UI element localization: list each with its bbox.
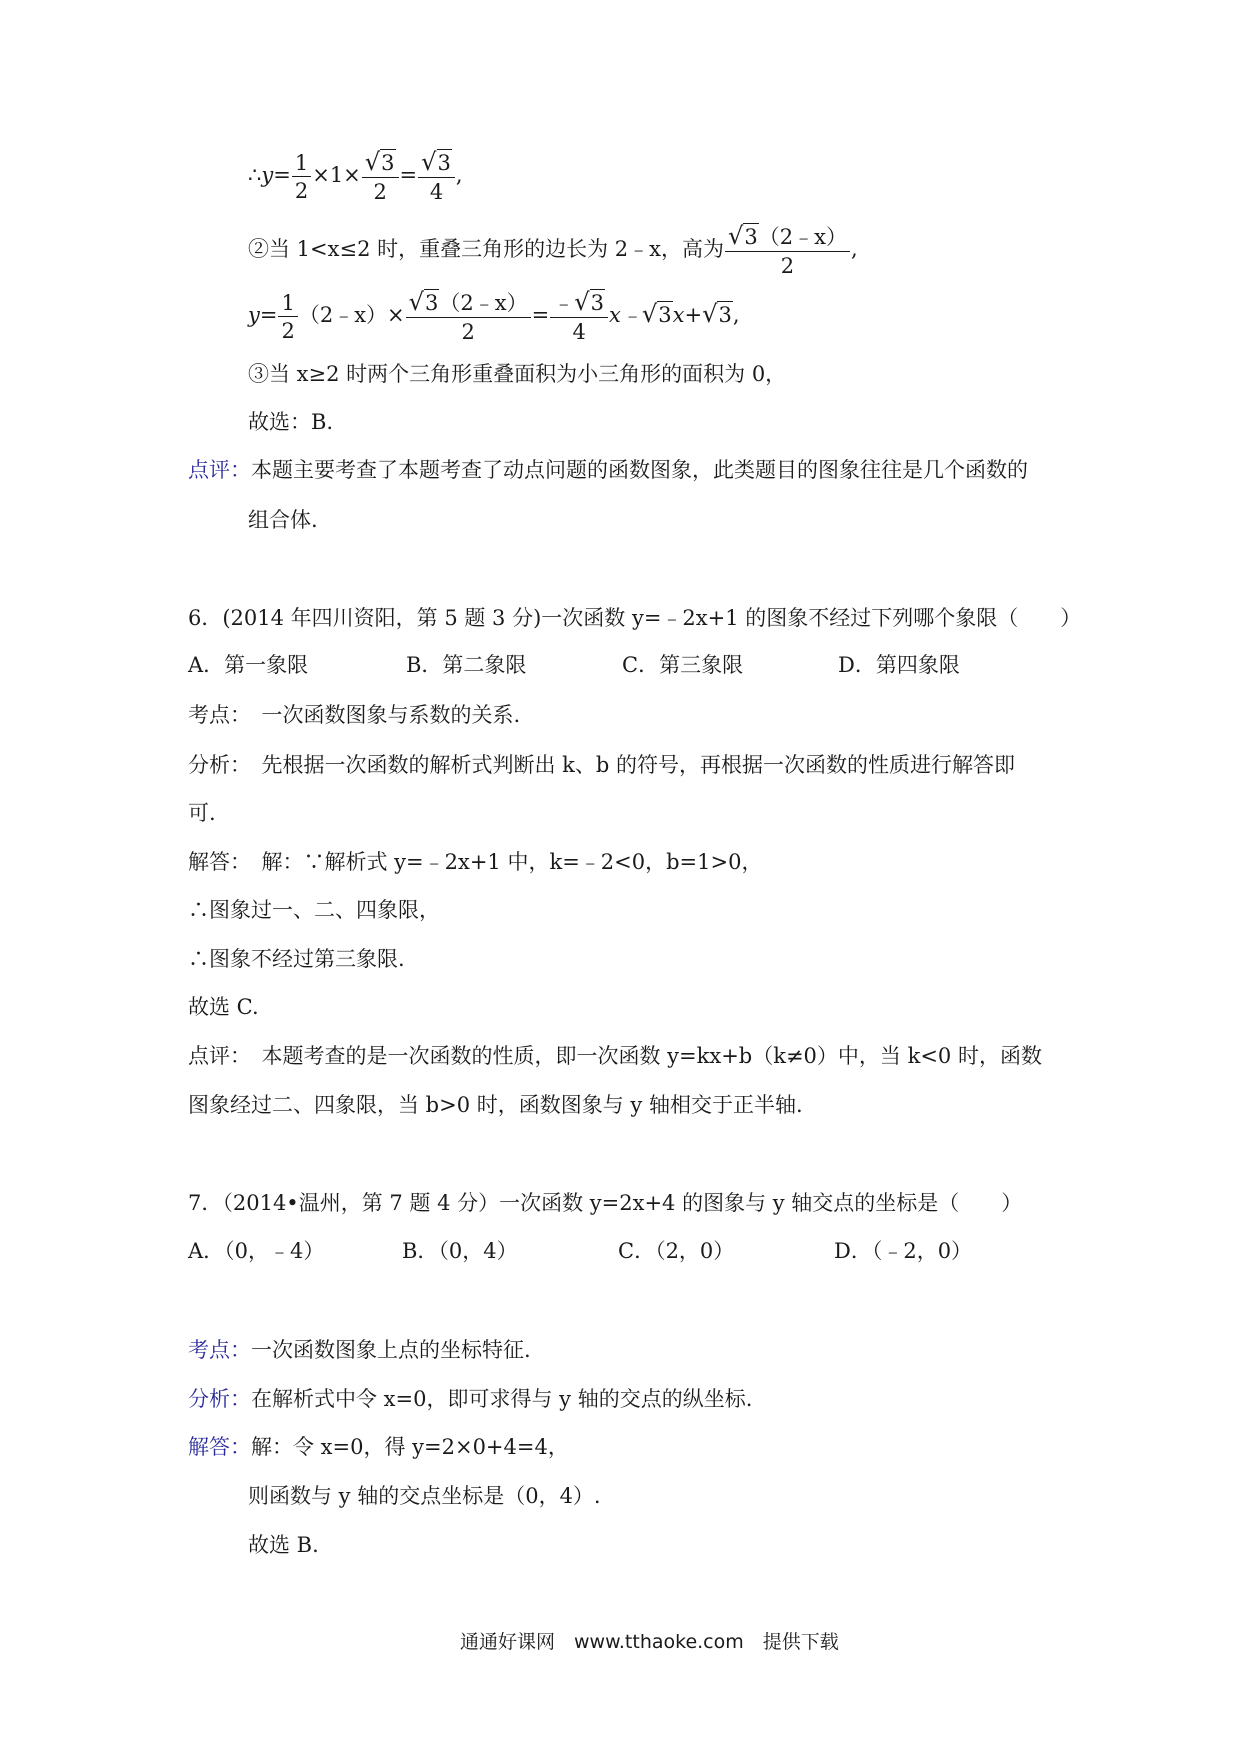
case2-line: ②当 1<x≤2 时，重叠三角形的边长为 2﹣x，高为 $\frac{√3(2﹣x)}{2}$ , bbox=[248, 222, 858, 279]
q6-dianping: 点评： 本题考查的是一次函数的性质，即一次函数 y=kx+b（k≠0）中，当 k<0 时，函数 bbox=[188, 1044, 1042, 1068]
case2-equation: y= $\frac{1}{2}$ （2﹣x）× $\frac{√3(2﹣x)}{2}$ = $\frac{﹣√3}{4}$ x﹣√3x+√3, bbox=[248, 288, 740, 345]
footer-text: 通通好课网 www.tthaoke.com 提供下载 bbox=[460, 1631, 839, 1653]
q6-dianping-2: 图象经过二、四象限，当 b>0 时，函数图象与 y 轴相交于正半轴. bbox=[188, 1093, 803, 1117]
q7-option-c: C．（2，0） bbox=[618, 1239, 735, 1263]
q7-kaodian-label: 考点： bbox=[188, 1338, 251, 1362]
formula-line-1: ∴y= $\frac{1}{2}$ ×1× $\frac{√3}{2}$ = $\frac{√3}{4}$ , bbox=[248, 148, 463, 205]
q7-fenxi-label: 分析： bbox=[188, 1387, 251, 1411]
q7-kaodian: 考点：一次函数图象上点的坐标特征. bbox=[188, 1338, 531, 1362]
q7-line-2: 则函数与 y 轴的交点坐标是（0，4）. bbox=[248, 1484, 601, 1508]
formula-text: ×1× bbox=[312, 163, 361, 188]
q7-jieda-label: 解答： bbox=[188, 1435, 251, 1459]
q7-jieda: 解答：解：令 x=0，得 y=2×0+4=4， bbox=[188, 1435, 569, 1459]
fraction-half: $\frac{1}{2}$ bbox=[278, 292, 297, 342]
formula-text: y= bbox=[261, 163, 291, 188]
fraction-height: $\frac{√3(2﹣x)}{2}$ bbox=[725, 224, 850, 277]
q6-kaodian: 考点： 一次函数图象与系数的关系. bbox=[188, 703, 521, 727]
q6-option-a: A．第一象限 bbox=[188, 653, 309, 677]
choose-line: 故选：B. bbox=[248, 410, 334, 434]
review-line: 点评：本题主要考查了本题考查了动点问题的函数图象，此类题目的图象往往是几个函数的 bbox=[188, 458, 1028, 482]
q6-line-c: 故选 C. bbox=[188, 995, 259, 1019]
fraction-sqrt3-over-4: $\frac{√3}{4}$ bbox=[418, 150, 455, 203]
review-label: 点评： bbox=[188, 458, 251, 482]
q6-option-d: D．第四象限 bbox=[838, 653, 960, 677]
review-line-2: 组合体. bbox=[248, 508, 318, 532]
fraction-neg-sqrt3-over-4: $\frac{﹣√3}{4}$ bbox=[550, 290, 608, 343]
therefore-symbol: ∴ bbox=[248, 163, 262, 188]
q6-fenxi-2: 可. bbox=[188, 801, 216, 825]
q7-option-b: B．（0，4） bbox=[402, 1239, 518, 1263]
q7-option-d: D．（﹣2，0） bbox=[834, 1239, 973, 1263]
case2-text: ②当 1<x≤2 时，重叠三角形的边长为 2﹣x，高为 bbox=[248, 237, 724, 262]
fraction-half: $\frac{1}{2}$ bbox=[292, 152, 311, 202]
q6-stem: 6．(2014 年四川资阳，第 5 题 3 分)一次函数 y=﹣2x+1 的图象不经过下列哪个象限（ ） bbox=[188, 606, 1082, 630]
q7-line-3: 故选 B. bbox=[248, 1533, 319, 1557]
fraction-height: $\frac{√3(2﹣x)}{2}$ bbox=[406, 290, 531, 343]
q6-option-b: B．第二象限 bbox=[406, 653, 527, 677]
q6-line-b: ∴图象不经过第三象限. bbox=[188, 947, 405, 971]
q6-line-a: ∴图象过一、二、四象限， bbox=[188, 898, 440, 922]
q7-fenxi: 分析：在解析式中令 x=0，即可求得与 y 轴的交点的纵坐标. bbox=[188, 1387, 753, 1411]
q6-fenxi: 分析： 先根据一次函数的解析式判断出 k、b 的符号，再根据一次函数的性质进行解答即 bbox=[188, 753, 1016, 777]
fraction-sqrt3-over-2: $\frac{√3}{2}$ bbox=[362, 150, 399, 203]
q6-option-c: C．第三象限 bbox=[622, 653, 744, 677]
q7-stem: 7．（2014•温州，第 7 题 4 分）一次函数 y=2x+4 的图象与 y 轴交点的坐标是（ ） bbox=[188, 1191, 1023, 1215]
case3-line: ③当 x≥2 时两个三角形重叠面积为小三角形的面积为 0， bbox=[248, 362, 787, 386]
q7-option-a: A．（0，﹣4） bbox=[188, 1239, 325, 1263]
q6-jieda: 解答： 解：∵解析式 y=﹣2x+1 中，k=﹣2<0，b=1>0， bbox=[188, 850, 763, 874]
